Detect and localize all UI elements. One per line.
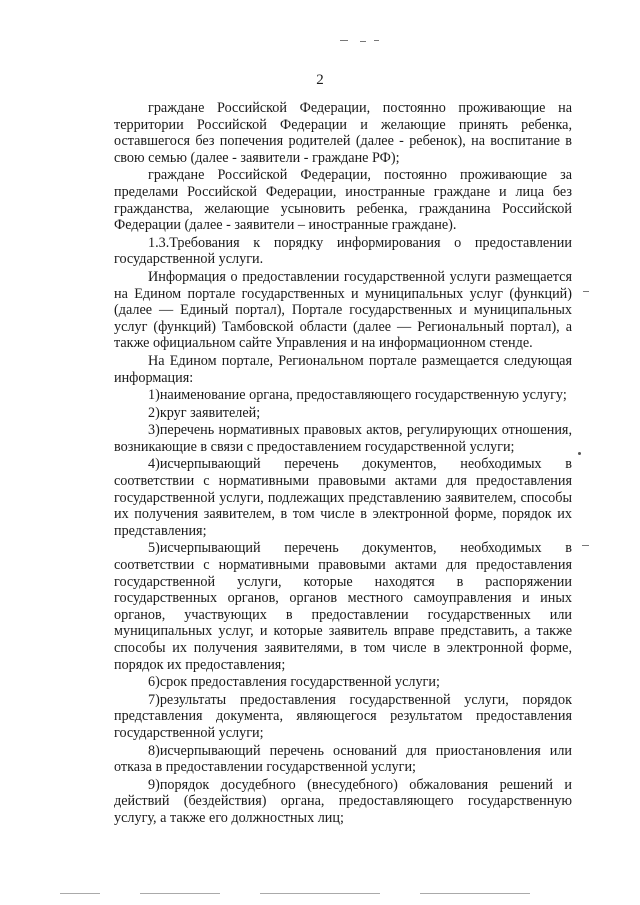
document-body	[114, 100, 572, 828]
page-number: 2	[316, 72, 324, 88]
list-item: 4)исчерпывающий перечень документов, необходимых в соответствии с нормативными правовыми актами для предоставления государственной услуги, подлежащих представлению заявителем, способы их получения заявителем, в том числе в электронной форме, порядок их представления;	[114, 456, 572, 539]
scan-artifact	[578, 452, 581, 455]
paragraph: На Едином портале, Региональном портале размещается следующая информация:	[114, 352, 572, 386]
scan-artifact	[60, 893, 100, 894]
scan-artifact	[340, 40, 348, 41]
paragraph: граждане Российской Федерации, постоянно проживающие за пределами Российской Федерации, иностранные граждане и лица без гражданства, желающие усыновить ребенка, гражданина Российской Федерации (далее - заявители – иностранные граждане).	[114, 167, 572, 234]
list-item: 5)исчерпывающий перечень документов, необходимых в соответствии с нормативными правовыми актами для предоставления государственной услуги, которые находятся в распоряжении государственных органов, органов местного самоуправления и иных органов, участвующих в предоставлении государственных или муниципальных услуг, и которые заявитель вправе представить, а также способы их получения заявителями, в том числе в электронной форме, порядок их предоставления;	[114, 540, 572, 673]
list-item: 3)перечень нормативных правовых актов, регулирующих отношения, возникающие в связи с предоставлением государственной услуги;	[114, 422, 572, 455]
scan-artifact	[140, 893, 220, 894]
list-item: 9)порядок досудебного (внесудебного) обжалования решений и действий (бездействия) органа, предоставляющего государственную услугу, а также его должностных лиц;	[114, 776, 572, 826]
scan-artifact	[260, 893, 380, 894]
paragraph: 1.3.Требования к порядку информирования о предоставлении государственной услуги.	[114, 234, 572, 268]
scan-artifact	[420, 893, 530, 894]
scan-artifact	[374, 40, 379, 41]
list-item: 2)круг заявителей;	[148, 404, 261, 421]
list-item: 1)наименование органа, предоставляющего государственную услугу;	[148, 387, 567, 404]
list-item: 7)результаты предоставления государственной услуги, порядок представления документа, являющегося результатом предоставления государственной услуги;	[114, 691, 572, 741]
paragraph: граждане Российской Федерации, постоянно проживающие на территории Российской Федерации и желающие принять ребенка, оставшегося без попечения родителей (далее - ребенок), на воспитание в свою семью (далее - заявители - граждане РФ);	[114, 100, 572, 166]
scan-artifact	[583, 291, 589, 292]
scan-artifact	[582, 545, 589, 546]
list-item: 6)срок предоставления государственной услуги;	[148, 674, 440, 691]
paragraph: Информация о предоставлении государственной услуги размещается на Едином портале государственных и муниципальных услуг (функций) (далее — Единый портал), Портале государственных и муниципальных услуг (функций) Тамбовской области (далее — Региональный портал), а также официальном сайте Управления и на информационном стенде.	[114, 268, 572, 352]
list-item: 8)исчерпывающий перечень оснований для приостановления или отказа в предоставлении государственной услуги;	[114, 742, 572, 776]
scan-artifact	[360, 41, 366, 42]
